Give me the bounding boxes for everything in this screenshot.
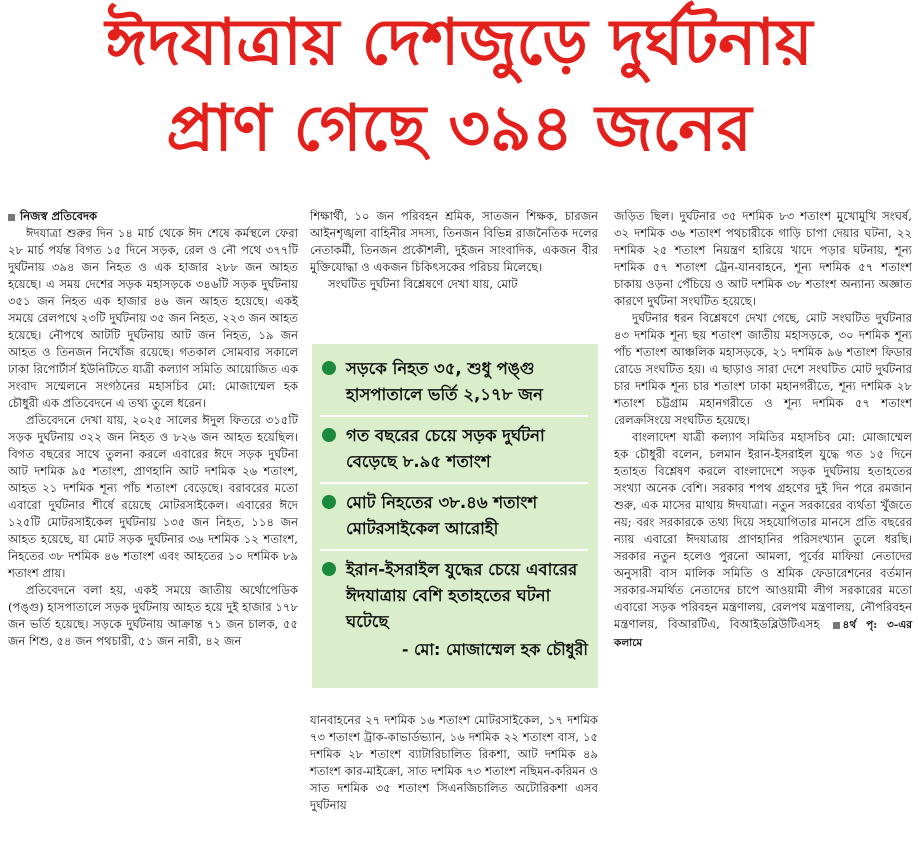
headline-line-1: ঈদযাত্রায় দেশজুড়ে দুর্ঘটনায়: [105, 6, 813, 80]
highlight-text: [346, 557, 588, 663]
paragraph: [614, 429, 912, 652]
square-bullet-icon: [833, 622, 840, 629]
green-bullet-icon: [322, 495, 336, 509]
highlight-box: [312, 344, 598, 688]
paragraph: প্রতিবেদনে বলা হয়, একই সময়ে জাতীয় অর্থোপেডিক (পঙ্গু) হাসপাতালে সড়ক দুর্ঘটনায় আহত হয়ে দুই হাজার ১৭৮ জন ভর্তি হয়েছে। সড়কে দুর্ঘটনায় আক্রান্ত ৭১ জন চালক, ৫৫ জন শিশু, ৫৪ জন পথচারী, ৫১ জন নারী, ৪২ জন: [8, 583, 298, 648]
paragraph: জড়িত ছিল। দুর্ঘটনার ৩৫ দশমিক ৮৩ শতাংশ মুখোমুখি সংঘর্ষ, ৩২ দশমিক ৩৬ শতাংশ পথচারীকে গাড়ি চাপা দেয়ার ঘটনা, ২২ দশমিক ২৫ শতাংশ নিয়ন্ত্রণ হারিয়ে খাদে পড়ার ঘটনায়, শূন্য দশমিক ৫৭ শতাংশ ট্রেন-যানবাহনে, শূন্য দশমিক ৫৭ শতাংশ চাকায় ওড়না পেঁচিয়ে ও আট দশমিক ৩৮ শতাংশ অন্যান্য অজ্ঞাত কারণে দুর্ঘটনা সংঘটিত হয়েছে।: [614, 209, 912, 308]
highlight-item: [320, 484, 588, 551]
highlight-quote: ইরান-ইসরাইল যুদ্ধের চেয়ে এবারের ঈদযাত্রায় বেশি হতাহতের ঘটনা ঘটেছে: [346, 560, 578, 631]
highlight-item: [320, 417, 588, 484]
article-column-1: [8, 208, 298, 650]
paragraph: ঈদযাত্রা শুরুর দিন ১৪ মার্চ থেকে ঈদ শেষে কর্মস্থলে ফেরা ২৮ মার্চ পর্যন্ত বিগত ১৫ দিনে সড়ক, রেল ও নৌ পথে ৩৭৭টি দুর্ঘটনায় ৩৯৪ জন নিহত ও এক হাজার ২৮৮ জন আহত হয়েছে। এ সময় দেশের সড়ক মহাসড়কে ৩৪৬টি সড়ক দুর্ঘটনায় ৩৫১ জন নিহত এক হাজার ৪৬ জন আহত হয়েছে। একই সময়ে রেলপথে ২৩টি দুর্ঘটনায় ৩৫ জন নিহত, ২২৩ জন আহত হয়েছে। নৌপথে আটটি দুর্ঘটনায় আট জন নিহত, ১৯ জন আহত ও তিনজন নিখোঁজ রয়েছে। গতকাল সোমবার সকালে ঢাকা রিপোর্টার্স ইউনিটিতে যাত্রী কল্যাণ সমিতি আয়োজিত এক সংবাদ সম্মেলনে সংগঠনের মহাসচিব মো: মোজাম্মেল হক চৌধুরী এক প্রতিবেদনে এ তথ্য তুলে ধরেন।: [8, 226, 298, 410]
highlight-item: [320, 350, 588, 417]
green-bullet-icon: [322, 562, 336, 576]
byline-bullet-icon: [8, 214, 15, 221]
paragraph: দুর্ঘটনার ধরন বিশ্লেষণে দেখা গেছে, মোট সংঘটিত দুর্ঘটনার ৪৩ দশমিক শূন্য ছয় শতাংশ জাতীয় মহাসড়কে, ৩০ দশমিক শূন্য পাঁচ শতাংশ আঞ্চলিক মহাসড়কে, ২১ দশমিক ৯৬ শতাংশ ফিডার রোডে সংঘটিত হয়। এ ছাড়াও সারা দেশে সংঘটিত মোট দুর্ঘটনার চার দশমিক শূন্য চার শতাংশ ঢাকা মহানগরীতে, শূন্য দশমিক ২৮ শতাংশ চট্টগ্রাম মহানগরীতে ও শূন্য দশমিক ৫৭ শতাংশ রেলক্রসিংয়ে সংঘটিত হয়েছে।: [614, 311, 912, 427]
green-bullet-icon: [322, 428, 336, 442]
headline-line-2: প্রাণ গেছে ৩৯৪ জনের: [166, 92, 752, 166]
paragraph-text: বাংলাদেশ যাত্রী কল্যাণ সমিতির মহাসচিব মো: মোজাম্মেল হক চৌধুরী বলেন, চলমান ইরান-ইসরাইল যুদ্ধে গত ১৫ দিনে হতাহত বিশ্লেষণ করলে বাংলাদেশে সড়ক দুর্ঘটনায় হতাহতের সংখ্যা অনেক বেশি। সরকার শপথ গ্রহণের দুই দিন পরে রমজান শুরু, এক মাসের মাথায় ঈদযাত্রা। নতুন সরকারের ব্যর্থতা খুঁজতে নয়; বরং সরকারকে তথ্য দিয়ে সহযোগিতার মানসে প্রতি বছরের ন্যায় এবারো ঈদযাত্রায় প্রাণহানির পরিসংখ্যান তুলে ধরছি। সরকার নতুন হলেও পুরনো আমলা, পূর্বের মাফিয়া নেতাদের অনুসারী বাস মালিক সমিতি ও শ্রমিক ফেডারেশনের বর্তমান সরকার-সমর্থিত নেতাদের চাপে আওয়ামী লীগ সরকারের মতো এবারো সড়ক পরিবহন মন্ত্রণালয়, রেলপথ মন্ত্রণালয়, নৌপরিবহন মন্ত্রণালয়, বিআরটিএ, বিআইডব্লিউটিএসহ: [614, 430, 912, 631]
highlight-text: গত বছরের চেয়ে সড়ক দুর্ঘটনা বেড়েছে ৮.৯৫ শতাংশ: [346, 426, 545, 471]
headline: [0, 0, 918, 172]
green-bullet-icon: [322, 361, 336, 375]
article-column-2-bottom: [310, 712, 598, 814]
paragraph: শিক্ষার্থী, ১০ জন পরিবহন শ্রমিক, সাতজন শিক্ষক, চারজন আইনশৃঙ্খলা বাহিনীর সদস্য, তিনজন বিভিন্ন রাজনৈতিক দলের নেতাকর্মী, তিনজন প্রকৌশলী, দুইজন সাংবাদিক, একজন বীর মুক্তিযোদ্ধা ও একজন চিকিৎসকের পরিচয় মিলেছে।: [310, 209, 598, 274]
highlight-text: সড়কে নিহত ৩৫, শুধু পঙ্গু হাসপাতালে ভর্তি ২,১৭৮ জন: [346, 359, 543, 404]
byline-text: নিজস্ব প্রতিবেদক: [20, 209, 98, 223]
byline: [8, 208, 298, 225]
paragraph: প্রতিবেদনে দেখা যায়, ২০২৫ সালের ঈদুল ফিতরে ৩১৫টি সড়ক দুর্ঘটনায় ৩২২ জন নিহত ও ৮২৬ জন আহত হয়েছিল। বিগত বছরের সাথে তুলনা করলে এবারের ঈদে সড়ক দুর্ঘটনা আট দশমিক ৯৫ শতাংশ, প্রাণহানি আট দশমিক ২৬ শতাংশ, আহত ২১ দশমিক শূন্য পাঁচ শতাংশ বেড়েছে। বরাবরের মতো এবারো দুর্ঘটনার শীর্ষে রয়েছে মোটরসাইকেল। এবারের ঈদে ১২৫টি মোটরসাইকেল দুর্ঘটনায় ১৩৫ জন নিহত, ১১৪ জন আহত হয়েছে, যা মোট সড়ক দুর্ঘটনার ৩৬ দশমিক ১২ শতাংশ, নিহতের ৩৮ দশমিক ৪৬ শতাংশ এবং আহতের ১০ দশমিক ৮৯ শতাংশ প্রায়।: [8, 413, 298, 580]
highlight-attribution: - মো: মোজাম্মেল হক চৌধুরী: [401, 640, 588, 659]
paragraph: যানবাহনের ২৭ দশমিক ১৬ শতাংশ মোটরসাইকেল, ১৭ দশমিক ৭৩ শতাংশ ট্রাক-কাভার্ডভ্যান, ১৬ দশমিক ২২ শতাংশ বাস, ১৫ দশমিক ২৮ শতাংশ ব্যাটারিচালিত রিকশা, আট দশমিক ৪৯ শতাংশ কার-মাইক্রো, সাত দশমিক ৭৩ শতাংশ নছিমন-করিমন ও সাত দশমিক ৩৫ শতাংশ সিএনজিচালিত অটোরিকশা এসব দুর্ঘটনায়: [310, 713, 598, 812]
article-column-2-top: [310, 208, 598, 293]
highlight-text: মোট নিহতের ৩৮.৪৬ শতাংশ মোটরসাইকেল আরোহী: [346, 493, 538, 538]
paragraph: সংঘটিত দুর্ঘটনা বিশ্লেষণে দেখা যায়, মোট: [328, 277, 518, 291]
article-column-3: [614, 208, 912, 652]
highlight-item: [320, 551, 588, 670]
continuation-text: ৪র্থ পৃ: ৩-এর কলামে: [614, 619, 912, 649]
